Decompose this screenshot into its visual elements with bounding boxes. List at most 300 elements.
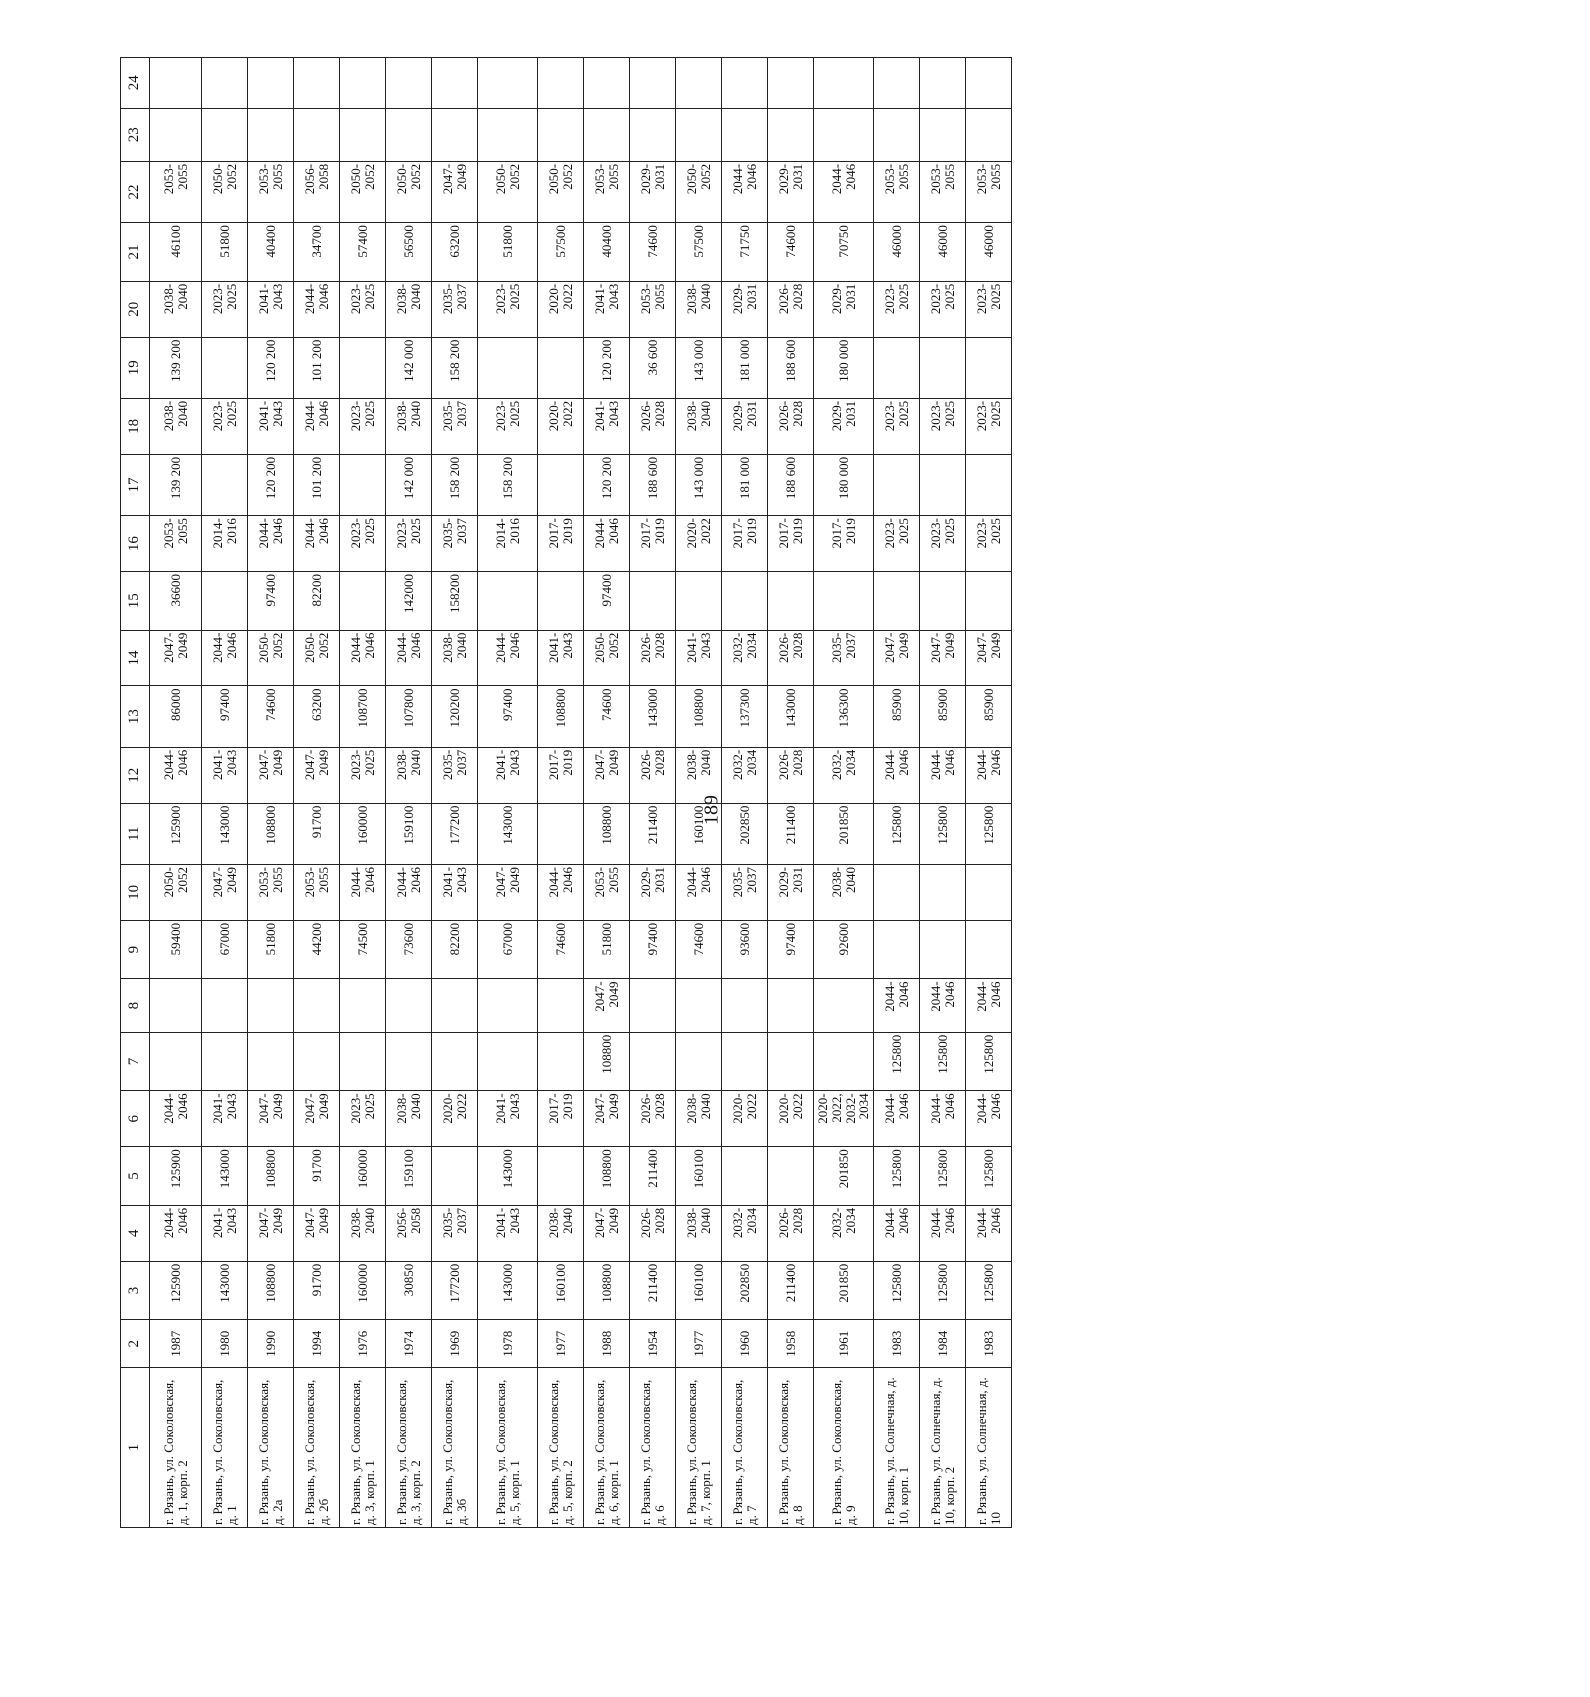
address-cell: г. Рязань, ул. Соколовская, д. 6, корп. 1 [584,1368,630,1528]
period-cell: 2050-2052 [294,630,340,686]
address-cell: г. Рязань, ул. Соколовская, д. 5, корп. 2 [538,1368,584,1528]
cost-cell: 91700 [294,803,340,864]
cost-cell: 181 000 [722,454,768,515]
period-cell: 2020-2022 [538,398,584,454]
cost-cell: 30850 [386,1261,432,1320]
period-cell: 2023-2025 [920,398,966,454]
column-header: 14 [121,630,150,686]
period-cell: 2029-2031 [768,864,814,920]
cost-cell: 57400 [340,223,386,282]
period-cell: 2017-2019 [630,516,676,572]
table-row [202,57,248,1527]
cost-cell [294,57,340,108]
period-cell: 2029-2031 [630,161,676,222]
cost-cell: 180 000 [814,337,874,398]
cost-cell: 125800 [920,1147,966,1206]
cost-cell [538,1032,584,1091]
cost-cell: 40400 [248,223,294,282]
cost-cell: 120 200 [248,454,294,515]
year-built-cell: 1954 [630,1320,676,1368]
cost-cell [814,572,874,631]
period-cell: 2044-2046 [920,979,966,1032]
period-cell: 2026-2028 [630,630,676,686]
period-cell: 2047-2049 [294,1091,340,1147]
table-row [676,57,722,1527]
cost-cell [722,108,768,161]
period-cell: 2023-2025 [340,398,386,454]
cost-cell: 101 200 [294,454,340,515]
cost-cell [676,57,722,108]
column-header: 15 [121,572,150,631]
period-cell: 2026-2028 [768,281,814,337]
cost-cell [722,1147,768,1206]
period-cell: 2047-2049 [248,1091,294,1147]
period-cell [538,979,584,1032]
cost-cell: 86000 [150,686,202,747]
period-cell: 2038-2040 [538,1205,584,1261]
address-cell: г. Рязань, ул. Соколовская, д. 9 [814,1368,874,1528]
period-cell: 2032-2034 [722,747,768,803]
cost-cell: 46000 [874,223,920,282]
cost-cell: 160000 [340,1147,386,1206]
cost-cell: 108800 [584,1032,630,1091]
cost-cell: 101 200 [294,337,340,398]
period-cell: 2026-2028 [768,1205,814,1261]
cost-cell [202,454,248,515]
period-cell: 2023-2025 [874,281,920,337]
cost-cell [478,1032,538,1091]
cost-cell [538,108,584,161]
cost-cell [920,337,966,398]
cost-cell: 211400 [630,1147,676,1206]
period-cell: 2047-2049 [584,1091,630,1147]
period-cell: 2038-2040 [814,864,874,920]
year-built-cell: 1961 [814,1320,874,1368]
period-cell: 2050-2052 [478,161,538,222]
period-cell: 2035-2037 [432,516,478,572]
cost-cell [920,57,966,108]
cost-cell: 56500 [386,223,432,282]
cost-cell: 143000 [768,686,814,747]
cost-cell: 143000 [478,803,538,864]
period-cell: 2035-2037 [814,630,874,686]
cost-cell: 177200 [432,1261,478,1320]
period-cell [722,979,768,1032]
cost-cell: 97400 [202,686,248,747]
column-header: 13 [121,686,150,747]
cost-cell: 108800 [248,1261,294,1320]
cost-cell: 158 200 [432,454,478,515]
period-cell: 2035-2037 [432,747,478,803]
period-cell: 2047-2049 [248,1205,294,1261]
period-cell: 2023-2025 [478,398,538,454]
cost-cell: 107800 [386,686,432,747]
cost-cell [768,57,814,108]
cost-cell: 136300 [814,686,874,747]
cost-cell: 160000 [340,803,386,864]
cost-cell: 97400 [478,686,538,747]
cost-cell [538,337,584,398]
period-cell: 2032-2034 [722,630,768,686]
period-cell: 2047-2049 [202,864,248,920]
cost-cell [538,803,584,864]
cost-cell: 59400 [150,920,202,979]
cost-cell [874,454,920,515]
cost-cell [248,57,294,108]
cost-cell [814,108,874,161]
period-cell [814,979,874,1032]
cost-cell: 51800 [584,920,630,979]
period-cell: 2044-2046 [874,979,920,1032]
period-cell: 2044-2046 [966,1091,1012,1147]
column-header: 7 [121,1032,150,1091]
period-cell: 2023-2025 [340,1091,386,1147]
period-cell: 2044-2046 [248,516,294,572]
period-cell: 2023-2025 [966,516,1012,572]
period-cell: 2053-2055 [150,516,202,572]
year-built-cell: 1990 [248,1320,294,1368]
period-cell: 2020-2022, 2032-2034 [814,1091,874,1147]
address-cell: г. Рязань, ул. Соколовская, д. 6 [630,1368,676,1528]
cost-cell: 142000 [386,572,432,631]
cost-cell: 46000 [966,223,1012,282]
period-cell: 2044-2046 [294,516,340,572]
period-cell: 2029-2031 [768,161,814,222]
cost-cell [676,572,722,631]
year-built-cell: 1976 [340,1320,386,1368]
period-cell: 2023-2025 [920,281,966,337]
cost-cell: 97400 [248,572,294,631]
cost-cell [340,108,386,161]
cost-cell: 125800 [920,803,966,864]
column-header: 5 [121,1147,150,1206]
period-cell: 2050-2052 [150,864,202,920]
period-cell: 2041-2043 [202,1091,248,1147]
period-cell: 2017-2019 [538,516,584,572]
period-cell: 2035-2037 [432,398,478,454]
cost-cell [722,1032,768,1091]
cost-cell: 158 200 [478,454,538,515]
cost-cell [538,454,584,515]
cost-cell: 91700 [294,1261,340,1320]
cost-cell: 125900 [150,1147,202,1206]
cost-cell: 159100 [386,1147,432,1206]
period-cell: 2038-2040 [150,281,202,337]
cost-cell: 97400 [584,572,630,631]
cost-cell: 91700 [294,1147,340,1206]
cost-cell [874,572,920,631]
cost-cell: 125800 [966,1032,1012,1091]
period-cell: 2044-2046 [340,630,386,686]
period-cell: 2044-2046 [966,1205,1012,1261]
cost-cell [630,572,676,631]
period-cell: 2044-2046 [920,1091,966,1147]
period-cell: 2041-2043 [584,281,630,337]
year-built-cell: 1977 [676,1320,722,1368]
cost-cell: 120 200 [248,337,294,398]
table-row [150,57,202,1527]
period-cell: 2038-2040 [386,1091,432,1147]
cost-cell: 125800 [874,1147,920,1206]
cost-cell [584,57,630,108]
year-built-cell: 1984 [920,1320,966,1368]
address-cell: г. Рязань, ул. Соколовская, д. 1 [202,1368,248,1528]
cost-cell: 143000 [478,1261,538,1320]
period-cell: 2041-2043 [202,1205,248,1261]
period-cell: 2044-2046 [874,747,920,803]
cost-cell: 67000 [202,920,248,979]
period-cell [340,979,386,1032]
period-cell: 2047-2049 [294,1205,340,1261]
cost-cell: 160000 [340,1261,386,1320]
period-cell: 2044-2046 [150,747,202,803]
cost-cell [630,1032,676,1091]
cost-cell: 40400 [584,223,630,282]
period-cell [248,979,294,1032]
cost-cell: 125800 [874,1261,920,1320]
period-cell: 2050-2052 [676,161,722,222]
period-cell: 2038-2040 [676,1205,722,1261]
cost-cell: 177200 [432,803,478,864]
table-row [386,57,432,1527]
cost-cell: 158200 [432,572,478,631]
cost-cell: 74600 [248,686,294,747]
cost-cell [676,108,722,161]
cost-cell: 125800 [874,1032,920,1091]
period-cell: 2053-2055 [584,161,630,222]
cost-cell: 120 200 [584,337,630,398]
cost-cell [294,1032,340,1091]
cost-cell [874,920,920,979]
cost-cell: 125800 [920,1261,966,1320]
period-cell: 2044-2046 [676,864,722,920]
period-cell [676,979,722,1032]
cost-cell [340,572,386,631]
cost-cell [966,454,1012,515]
cost-cell [630,108,676,161]
cost-cell: 139 200 [150,454,202,515]
period-cell: 2044-2046 [202,630,248,686]
period-cell: 2023-2025 [340,281,386,337]
cost-cell: 211400 [768,1261,814,1320]
cost-cell: 82200 [432,920,478,979]
cost-cell [768,572,814,631]
period-cell: 2026-2028 [630,747,676,803]
period-cell [478,979,538,1032]
cost-cell [768,1032,814,1091]
period-cell: 2053-2055 [248,161,294,222]
period-cell: 2026-2028 [768,398,814,454]
cost-cell [966,57,1012,108]
period-cell: 2044-2046 [150,1091,202,1147]
cost-cell: 125800 [920,1032,966,1091]
cost-cell: 36600 [150,572,202,631]
table-row [630,57,676,1527]
table-row [814,57,874,1527]
period-cell: 2023-2025 [340,747,386,803]
period-cell: 2032-2034 [722,1205,768,1261]
period-cell: 2032-2034 [814,747,874,803]
period-cell: 2029-2031 [814,281,874,337]
page-number: 189 [700,795,723,825]
cost-cell: 142 000 [386,337,432,398]
period-cell: 2020-2022 [538,281,584,337]
column-header: 20 [121,281,150,337]
period-cell: 2020-2022 [768,1091,814,1147]
period-cell: 2050-2052 [340,161,386,222]
cost-cell: 108800 [538,686,584,747]
address-cell: г. Рязань, ул. Солнечная, д. 10, корп. 2 [920,1368,966,1528]
cost-cell [768,1147,814,1206]
period-cell [966,864,1012,920]
period-cell: 2053-2055 [294,864,340,920]
period-cell: 2023-2025 [386,516,432,572]
period-cell: 2038-2040 [676,747,722,803]
period-cell: 2047-2049 [920,630,966,686]
cost-cell: 57500 [538,223,584,282]
cost-cell: 71750 [722,223,768,282]
period-cell: 2044-2046 [920,747,966,803]
table-row [874,57,920,1527]
period-cell: 2044-2046 [874,1091,920,1147]
cost-cell [386,57,432,108]
period-cell: 2053-2055 [150,161,202,222]
period-cell: 2041-2043 [584,398,630,454]
period-cell: 2041-2043 [478,1205,538,1261]
cost-cell [814,57,874,108]
period-cell: 2023-2025 [340,516,386,572]
period-cell: 2050-2052 [248,630,294,686]
cost-cell: 139 200 [150,337,202,398]
address-cell: г. Рязань, ул. Соколовская, д. 1, корп. 2 [150,1368,202,1528]
column-header: 1 [121,1368,150,1528]
period-cell [920,864,966,920]
period-cell: 2050-2052 [584,630,630,686]
cost-cell [722,57,768,108]
cost-cell: 74600 [676,920,722,979]
period-cell: 2041-2043 [478,1091,538,1147]
period-cell: 2020-2022 [432,1091,478,1147]
cost-cell [202,57,248,108]
cost-cell: 137300 [722,686,768,747]
period-cell: 2053-2055 [920,161,966,222]
cost-cell [202,337,248,398]
period-cell: 2044-2046 [966,747,1012,803]
table-row [966,57,1012,1527]
address-cell: г. Рязань, ул. Соколовская, д. 3, корп. 2 [386,1368,432,1528]
period-cell: 2047-2049 [432,161,478,222]
cost-cell [432,57,478,108]
period-cell: 2020-2022 [676,516,722,572]
cost-cell [920,572,966,631]
period-cell: 2038-2040 [340,1205,386,1261]
cost-cell [248,1032,294,1091]
cost-cell: 85900 [874,686,920,747]
period-cell: 2038-2040 [432,630,478,686]
column-header: 4 [121,1205,150,1261]
cost-cell: 74600 [630,223,676,282]
cost-cell: 120200 [432,686,478,747]
period-cell: 2023-2025 [874,398,920,454]
cost-cell: 160100 [676,1147,722,1206]
period-cell: 2041-2043 [248,281,294,337]
cost-cell: 143000 [478,1147,538,1206]
table-row [722,57,768,1527]
cost-cell: 202850 [722,1261,768,1320]
period-cell: 2026-2028 [630,1091,676,1147]
table-row [432,57,478,1527]
capital-repair-schedule-table [120,57,1012,1528]
period-cell: 2038-2040 [676,1091,722,1147]
table-row [294,57,340,1527]
period-cell [150,979,202,1032]
cost-cell [432,1147,478,1206]
address-cell: г. Рязань, ул. Соколовская, д. 3б [432,1368,478,1528]
period-cell [874,864,920,920]
period-cell: 2044-2046 [150,1205,202,1261]
cost-cell [432,1032,478,1091]
cost-cell [294,108,340,161]
period-cell: 2050-2052 [202,161,248,222]
period-cell: 2041-2043 [538,630,584,686]
cost-cell [340,454,386,515]
period-cell: 2017-2019 [538,1091,584,1147]
period-cell: 2044-2046 [478,630,538,686]
period-cell: 2044-2046 [538,864,584,920]
cost-cell [874,108,920,161]
year-built-cell: 1978 [478,1320,538,1368]
address-cell: г. Рязань, ул. Солнечная, д. 10 [966,1368,1012,1528]
table-row [248,57,294,1527]
period-cell: 2047-2049 [966,630,1012,686]
column-header: 11 [121,803,150,864]
column-header: 9 [121,920,150,979]
period-cell: 2053-2055 [966,161,1012,222]
cost-cell: 143000 [630,686,676,747]
period-cell: 2029-2031 [814,398,874,454]
period-cell: 2026-2028 [630,398,676,454]
period-cell: 2050-2052 [538,161,584,222]
period-cell: 2023-2025 [478,281,538,337]
cost-cell: 202850 [722,803,768,864]
period-cell: 2047-2049 [874,630,920,686]
table-row [478,57,538,1527]
cost-cell: 143000 [202,1261,248,1320]
cost-cell: 142 000 [386,454,432,515]
cost-cell [478,337,538,398]
cost-cell [202,108,248,161]
cost-cell: 63200 [294,686,340,747]
period-cell: 2053-2055 [584,864,630,920]
year-built-cell: 1980 [202,1320,248,1368]
address-cell: г. Рязань, ул. Соколовская, д. 2а [248,1368,294,1528]
period-cell: 2044-2046 [966,979,1012,1032]
period-cell: 2026-2028 [768,630,814,686]
cost-cell [874,337,920,398]
cost-cell: 211400 [630,803,676,864]
cost-cell [478,572,538,631]
column-header: 12 [121,747,150,803]
cost-cell [478,57,538,108]
cost-cell: 108800 [584,1147,630,1206]
period-cell: 2023-2025 [966,398,1012,454]
column-header: 10 [121,864,150,920]
cost-cell: 51800 [202,223,248,282]
cost-cell: 188 600 [630,454,676,515]
cost-cell [966,920,1012,979]
cost-cell: 74500 [340,920,386,979]
cost-cell: 85900 [920,686,966,747]
